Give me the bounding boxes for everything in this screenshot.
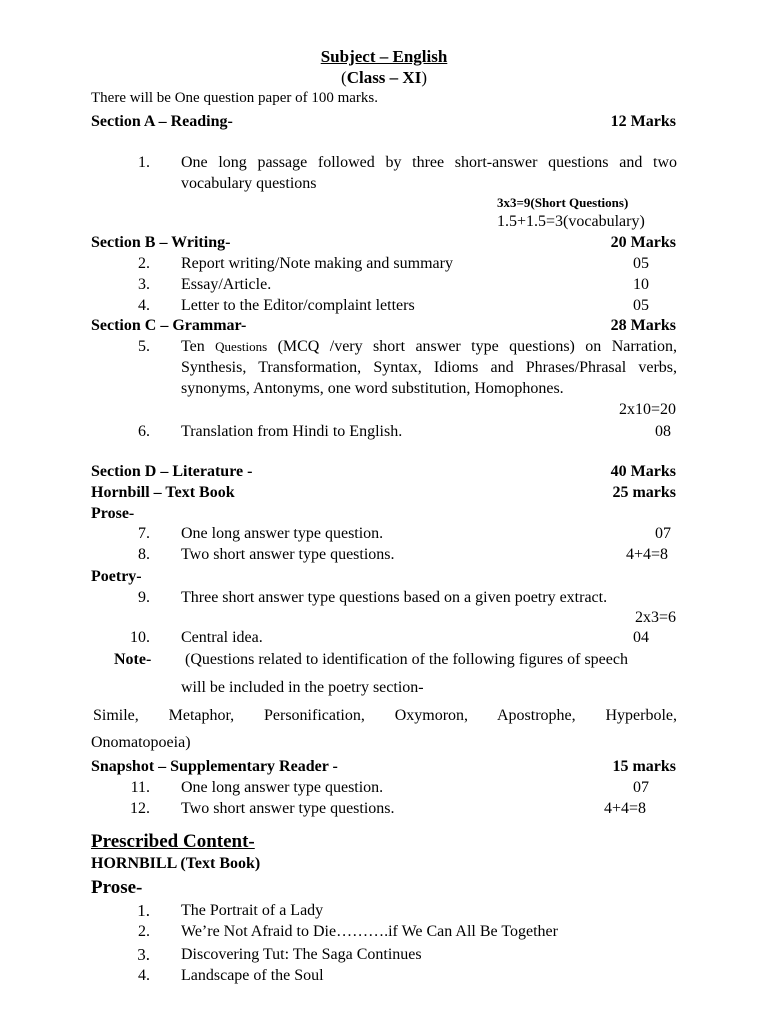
- item-number: 11.: [130, 779, 150, 796]
- item-1-line-1: One long passage followed by three short-answer questions and two: [181, 154, 677, 171]
- item-number: 3.: [137, 945, 150, 964]
- item-number: 8.: [138, 546, 150, 563]
- poetry-label: Poetry-: [91, 568, 142, 585]
- prose-chapter: Landscape of the Soul: [181, 967, 324, 984]
- item-11-text: One long answer type question.: [181, 779, 384, 796]
- item-number: 1.: [137, 901, 150, 920]
- prose-chapter: Discovering Tut: The Saga Continues: [181, 946, 422, 963]
- item-8-text: Two short answer type questions.: [181, 546, 395, 563]
- item-10-text: Central idea.: [181, 629, 263, 646]
- item-number: 9.: [138, 589, 150, 606]
- section-d-title: Section D – Literature -: [91, 463, 253, 480]
- item-number: 3.: [138, 276, 150, 293]
- item-7-text: One long answer type question.: [181, 525, 384, 542]
- subject-title: Subject – English: [320, 47, 448, 66]
- item-9-marks: 2x3=6: [634, 609, 676, 626]
- prescribed-content-title: Prescribed Content-: [91, 831, 255, 852]
- item-6-text: Translation from Hindi to English.: [181, 423, 403, 440]
- short-questions-note: 3x3=9(Short Questions): [497, 195, 629, 210]
- item-1-line-2: vocabulary questions: [181, 175, 317, 192]
- vocabulary-note: 1.5+1.5=3(vocabulary): [497, 213, 645, 230]
- hornbill-title: Hornbill – Text Book: [91, 484, 235, 501]
- item-5-line-3: synonyms, Antonyms, one word substitution, Homophones.: [181, 380, 564, 397]
- item-number: 4.: [138, 967, 150, 984]
- item-11-marks: 07: [633, 779, 649, 796]
- prose-chapter: The Portrait of a Lady: [181, 902, 324, 919]
- item-12-text: Two short answer type questions.: [181, 800, 395, 817]
- snapshot-title: Snapshot – Supplementary Reader -: [91, 758, 338, 775]
- item-marks: 05: [633, 297, 649, 314]
- item-text: Letter to the Editor/complaint letters: [181, 297, 415, 314]
- item-12-marks: 4+4=8: [604, 800, 647, 817]
- section-d-marks: 40 Marks: [610, 463, 676, 480]
- note-line-1: (Questions related to identification of the following figures of speech: [185, 651, 628, 668]
- section-c-marks: 28 Marks: [610, 317, 676, 334]
- note-line-2: will be included in the poetry section-: [181, 679, 424, 696]
- item-9-text: Three short answer type questions based on a given poetry extract.: [181, 589, 608, 606]
- item-number: 7.: [138, 525, 150, 542]
- item-number: 4.: [138, 297, 150, 314]
- item-marks: 10: [633, 276, 649, 293]
- item-number: 2.: [138, 923, 150, 940]
- item-number: 1.: [138, 154, 150, 171]
- item-7-marks: 07: [655, 525, 671, 542]
- item-number: 6.: [138, 423, 150, 440]
- item-marks: 05: [633, 255, 649, 272]
- item-text: Essay/Article.: [181, 276, 272, 293]
- section-a-marks: 12 Marks: [610, 113, 676, 130]
- item-number: 10.: [130, 629, 150, 646]
- item-6-marks: 08: [655, 423, 671, 440]
- item-10-marks: 04: [633, 629, 649, 646]
- item-number: 2.: [138, 255, 150, 272]
- hornbill-marks: 25 marks: [612, 484, 676, 501]
- item-5-line-2: Synthesis, Transformation, Syntax, Idioms and Phrases/Phrasal verbs,: [181, 359, 677, 376]
- item-5-line-1: Ten Questions (MCQ /very short answer type questions) on Narration,: [181, 338, 678, 355]
- item-text: Report writing/Note making and summary: [181, 255, 453, 272]
- note-label: Note-: [114, 651, 152, 668]
- section-a-title: Section A – Reading-: [91, 113, 233, 130]
- prescribed-prose-label: Prose-: [91, 877, 143, 898]
- hornbill-text-book-title: HORNBILL (Text Book): [91, 855, 261, 872]
- item-number: 12.: [130, 800, 150, 817]
- section-b-title: Section B – Writing-: [91, 234, 231, 251]
- item-8-marks: 4+4=8: [626, 546, 669, 563]
- figures-of-speech-line-2: Onomatopoeia): [91, 734, 191, 751]
- section-b-marks: 20 Marks: [610, 234, 676, 251]
- class-label: (Class – XI): [341, 68, 427, 87]
- prose-chapter: We’re Not Afraid to Die……….if We Can All Be Together: [181, 923, 558, 940]
- prose-label: Prose-: [91, 505, 135, 522]
- section-c-title: Section C – Grammar-: [91, 317, 247, 334]
- figures-of-speech-line-1: Simile, Metaphor, Personification, Oxymoron, Apostrophe, Hyperbole,: [93, 707, 677, 724]
- item-number: 5.: [138, 338, 150, 355]
- item-5-marks: 2x10=20: [618, 401, 676, 418]
- intro-text: There will be One question paper of 100 marks.: [91, 90, 378, 106]
- snapshot-marks: 15 marks: [612, 758, 676, 775]
